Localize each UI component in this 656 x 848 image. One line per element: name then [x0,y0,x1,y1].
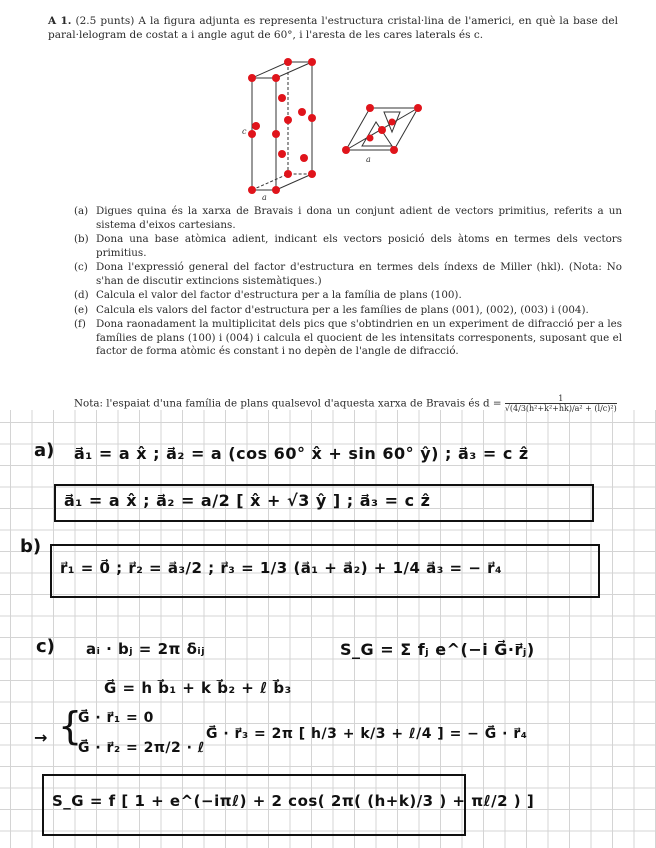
note-text: Nota: l'espaiat d'una família de plans qualsevol d'aquesta xarxa de Bravais és d = [74,397,502,410]
problem-number: A 1. [48,15,72,27]
atom [248,186,256,194]
label-c: c [242,127,247,136]
atom [278,94,286,102]
part-b-answer: r⃗₁ = 0⃗ ; r⃗₂ = a⃗₃/2 ; r⃗₃ = 1/3 (a⃗₁ + a⃗₂) + 1/4 a⃗₃ = − r⃗₄ [60,559,503,577]
subquestion-text: Digues quina és la xarxa de Bravais i dona un conjunt adient de vectors primitius, referits a un sistema d'eixos cartesians. [96,205,622,231]
subquestion-label: (e) [74,303,89,316]
part-c-reciprocal-relation: aᵢ · bⱼ = 2π δᵢⱼ [86,640,205,658]
atom [367,135,374,142]
subquestion-label: (f) [74,318,86,330]
note-fraction [505,394,617,413]
fraction-denominator: √(4/3(h²+k²+hk)/a² + (l/c)²) [504,404,617,413]
part-c-structure-factor-def: S_G = Σ fⱼ e^(−i G⃗·r⃗ⱼ) [340,640,535,659]
subquestion-text: Calcula els valors del factor d'estructura per a les famílies de plans (001), (002), (003) i (004). [96,303,589,316]
atom [389,119,396,126]
prism-top-face [252,62,312,78]
subquestions-list [74,205,622,360]
atom [272,74,280,82]
note [74,394,634,413]
part-c-answer: S_G = f [ 1 + e^(−iπℓ) + 2 cos( 2π( (h+k)/3 ) + πℓ/2 ) ] [52,792,535,810]
subquestion-label: (a) [74,205,89,217]
subquestion-text: Dona una base atòmica adient, indicant els vectors posició dels àtoms en termes dels vectors primitius. [96,233,622,259]
atom [284,116,292,124]
atom [248,130,256,138]
atom [278,150,286,158]
atom [366,104,374,112]
arrow-icon: → [34,728,48,747]
subquestion [74,261,622,288]
brace-icon: { [58,704,83,748]
atom [284,170,292,178]
subquestion [74,233,622,260]
atom [248,74,256,82]
atom [342,146,350,154]
part-c-label: c) [36,636,55,657]
fraction-numerator: 1 [505,394,617,404]
subquestion-text: Dona raonadament la multiplicitat dels pics que s'obtindrien en un experiment de difracció per a les famílies de plans (100) i (004) i calcula el quocient de les intensitats corresponents, suposant que el factor de forma atòmic és constant i no depèn de l'angle de difracció. [96,318,622,357]
problem-statement [48,14,618,42]
subquestion-text: Dona l'expressió general del factor d'estructura en termes dels índexs de Miller (hkl). (Nota: No s'han de discutir extincions sistemàtiques.) [96,261,622,287]
subquestion [74,304,622,318]
subquestion [74,289,622,303]
atom [308,170,316,178]
atom [272,186,280,194]
part-c-system-eq2: G⃗ · r⃗₂ = 2π/2 · ℓ [78,740,205,756]
subquestion-label: (d) [74,289,89,301]
subquestion-label: (b) [74,233,89,245]
subquestion [74,318,622,359]
subquestion-label: (c) [74,261,88,273]
atom [284,58,292,66]
atom [298,108,306,116]
atom [300,154,308,162]
part-a-primitive-vectors: a⃗₁ = a x̂ ; a⃗₂ = a (cos 60° x̂ + sin 60° ŷ) ; a⃗₃ = c ẑ [74,444,529,463]
crystal-structure-figure [0,50,656,200]
atom [308,58,316,66]
prism-diagram [252,62,312,190]
atom [272,130,280,138]
part-c-system-eq3: G⃗ · r⃗₃ = 2π [ h/3 + k/3 + ℓ/4 ] = − G⃗ · r⃗₄ [206,726,528,742]
part-c-reciprocal-vector: G⃗ = h b⃗₁ + k b⃗₂ + ℓ b⃗₃ [104,679,292,697]
part-b-label: b) [20,536,42,557]
atom [390,146,398,154]
atom [414,104,422,112]
part-a-label: a) [34,440,55,461]
subquestion [74,205,622,232]
atom [308,114,316,122]
label-a: a [262,193,267,200]
atom [252,122,260,130]
part-a-answer: a⃗₁ = a x̂ ; a⃗₂ = a/2 [ x̂ + √3 ŷ ] ; a⃗₃ = c ẑ [64,491,431,510]
problem-text: (2.5 punts) A la figura adjunta es representa l'estructura cristal·lina de l'americi, en què la base del paral·lelogram de costat a i angle agut de 60°, i l'aresta de les cares laterals és c. [48,15,618,41]
subquestion-text: Calcula el valor del factor d'estructura per a la família de plans (100). [96,289,462,301]
part-c-system-eq1: G⃗ · r⃗₁ = 0 [78,710,154,726]
atom [378,126,386,134]
label-a-base: a [366,155,371,164]
